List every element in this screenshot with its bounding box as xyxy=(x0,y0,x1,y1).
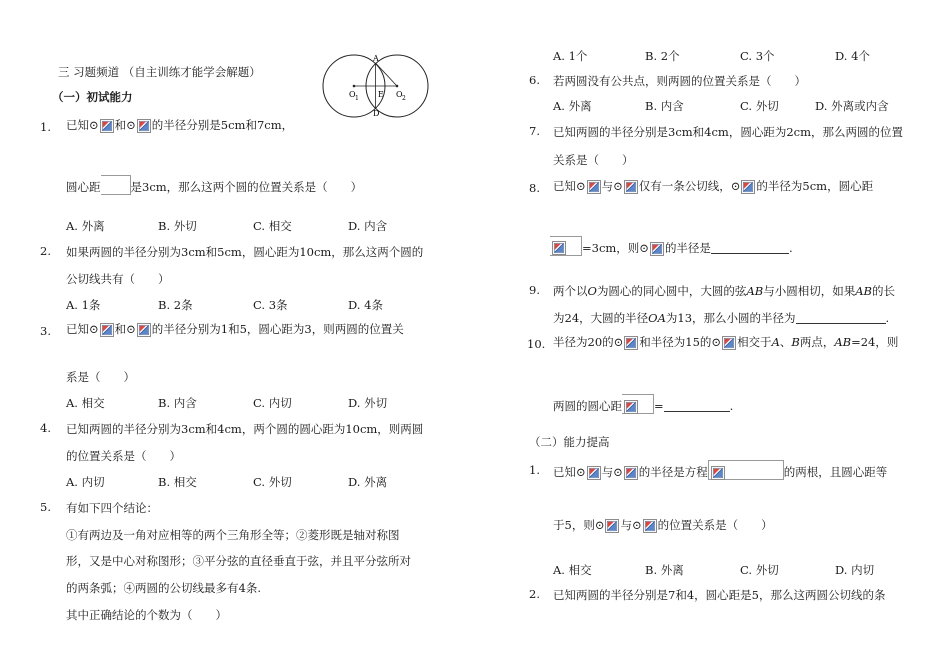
q10-number: 10. xyxy=(527,337,546,351)
q1-line2: 圆心距 是3cm，那么这两个圆的位置关系是（ ） xyxy=(66,175,362,195)
q7-line2: 关系是（ ） xyxy=(553,153,634,167)
q1-option-a: A. 外离 xyxy=(66,219,105,233)
broken-image-icon xyxy=(100,323,114,337)
q6-option-a: A. 外离 xyxy=(553,99,592,113)
q7-line1: 已知两圆的半径分别是3cm和4cm，圆心距为2cm，那么两圆的位置 xyxy=(553,125,903,139)
q9-line1: 两个以O为圆心的同心圆中，大圆的弦AB与小圆相切，如果AB的长 xyxy=(553,284,895,298)
broken-image-icon xyxy=(587,466,601,480)
q6-option-d: D. 外离或内含 xyxy=(815,99,889,113)
q4-number: 4. xyxy=(40,421,51,435)
q4-line2: 的位置关系是（ ） xyxy=(66,449,181,463)
broken-image-icon xyxy=(741,180,755,194)
broken-image-icon xyxy=(624,336,638,350)
image-frame xyxy=(622,394,654,414)
q2-option-a: A. 1条 xyxy=(66,298,101,312)
broken-image-icon xyxy=(137,323,151,337)
part-heading-2: （二）能力提高 xyxy=(529,435,610,449)
p1-option-c: C. 外切 xyxy=(740,563,779,577)
broken-image-icon xyxy=(624,466,638,480)
q1-line1: 已知⊙ 和⊙ 的半径分别是5cm和7cm， xyxy=(66,118,294,132)
section-heading: 三 习题频道 （自主训练才能学会解题） xyxy=(58,65,261,79)
q2-option-c: C. 3条 xyxy=(253,298,288,312)
q5-line5: 其中正确结论的个数为（ ） xyxy=(66,608,227,622)
fig-label-o1-sub: 1 xyxy=(355,95,359,102)
q1-option-b: B. 外切 xyxy=(158,219,197,233)
two-circles-figure xyxy=(318,50,433,122)
q3-line1: 已知⊙ 和⊙ 的半径分别为1和5，圆心距为3，则两圆的位置关 xyxy=(66,322,404,336)
answer-blank[interactable] xyxy=(664,400,730,412)
p2-line1: 已知两圆的半径分别是7和4，圆心距是5，那么这两圆公切线的条 xyxy=(553,588,886,602)
q5-option-a: A. 1个 xyxy=(553,49,588,63)
image-frame xyxy=(101,175,131,195)
q5-number: 5. xyxy=(40,500,51,514)
q5-option-d: D. 4个 xyxy=(835,49,870,63)
q3-number: 3. xyxy=(40,324,51,338)
broken-image-icon xyxy=(605,519,619,533)
p1-option-d: D. 内切 xyxy=(835,563,875,577)
q9-number: 9. xyxy=(529,283,540,297)
fig-label-o2: O xyxy=(396,90,403,99)
q6-option-c: C. 外切 xyxy=(740,99,779,113)
q2-option-d: D. 4条 xyxy=(348,298,383,312)
q1-option-c: C. 相交 xyxy=(253,219,292,233)
q5-line2: ①有两边及一角对应相等的两个三角形全等；②菱形既是轴对称图 xyxy=(66,528,400,542)
q8-line1: 已知⊙ 与⊙ 仅有一条公切线，⊙ 的半径为5cm，圆心距 xyxy=(553,179,874,193)
fig-label-e: E xyxy=(378,90,384,99)
q10-line1: 半径为20的⊙ 和半径为15的⊙ 相交于A、B两点，AB=24，则 xyxy=(553,335,899,349)
q9-line2: 为24，大圆的半径OA为13，那么小圆的半径为 . xyxy=(553,311,890,325)
q3-line2: 系是（ ） xyxy=(66,370,135,384)
p1-option-b: B. 外离 xyxy=(645,563,684,577)
p2-number: 2. xyxy=(529,587,540,601)
p1-option-a: A. 相交 xyxy=(553,563,592,577)
q8-number: 8. xyxy=(529,181,540,195)
broken-image-icon xyxy=(624,180,638,194)
answer-blank[interactable] xyxy=(711,242,789,254)
broken-image-icon xyxy=(552,241,566,255)
q4-option-b: B. 相交 xyxy=(158,475,197,489)
q6-option-b: B. 内含 xyxy=(645,99,684,113)
broken-image-icon xyxy=(650,242,664,256)
q4-option-d: D. 外离 xyxy=(348,475,388,489)
q1-option-d: D. 内含 xyxy=(348,219,388,233)
image-frame xyxy=(550,236,582,256)
q10-line2: 两圆的圆心距 = . xyxy=(553,394,733,414)
part-heading-1: （一）初试能力 xyxy=(52,90,133,104)
p1-line1: 已知⊙ 与⊙ 的半径是方程 的两根，且圆心距等 xyxy=(553,460,887,480)
broken-image-icon xyxy=(624,400,638,414)
q3-option-a: A. 相交 xyxy=(66,396,105,410)
p1-number: 1. xyxy=(529,463,540,477)
broken-image-icon xyxy=(711,466,725,480)
fig-label-o2-sub: 2 xyxy=(402,95,406,102)
broken-image-icon xyxy=(722,336,736,350)
q7-number: 7. xyxy=(529,124,540,138)
q8-line2: =3cm，则⊙ 的半径是 . xyxy=(550,236,793,256)
equation-image xyxy=(708,460,784,480)
q5-line1: 有如下四个结论： xyxy=(66,501,158,515)
q4-line1: 已知两圆的半径分别为3cm和4cm，两个圆的圆心距为10cm，则两圆 xyxy=(66,422,424,436)
q2-line1: 如果两圆的半径分别为3cm和5cm，圆心距为10cm，那么这两个圆的 xyxy=(66,245,424,259)
q4-option-a: A. 内切 xyxy=(66,475,105,489)
q2-line2: 公切线共有（ ） xyxy=(66,272,170,286)
q5-line3: 形，又是中心对称图形；③平分弦的直径垂直于弦，并且平分弦所对 xyxy=(66,554,411,568)
q3-option-c: C. 内切 xyxy=(253,396,292,410)
q2-number: 2. xyxy=(40,244,51,258)
fig-label-o1: O xyxy=(349,90,356,99)
q6-number: 6. xyxy=(529,73,540,87)
q6-line1: 若两圆没有公共点，则两圆的位置关系是（ ） xyxy=(553,74,806,88)
broken-image-icon xyxy=(643,519,657,533)
broken-image-icon xyxy=(137,119,151,133)
broken-image-icon xyxy=(100,119,114,133)
q5-option-b: B. 2个 xyxy=(645,49,680,63)
q5-option-c: C. 3个 xyxy=(740,49,775,63)
p1-line2: 于5，则⊙ 与⊙ 的位置关系是（ ） xyxy=(553,518,773,532)
fig-label-d: D xyxy=(373,109,380,118)
answer-blank[interactable] xyxy=(796,312,886,324)
broken-image-icon xyxy=(587,180,601,194)
q4-option-c: C. 外切 xyxy=(253,475,292,489)
q3-option-b: B. 内含 xyxy=(158,396,197,410)
q3-option-d: D. 外切 xyxy=(348,396,388,410)
q5-line4: 的两条弧；④两圆的公切线最多有4条. xyxy=(66,581,261,595)
fig-label-a: A xyxy=(373,54,379,63)
q1-number: 1. xyxy=(40,120,51,134)
q2-option-b: B. 2条 xyxy=(158,298,193,312)
